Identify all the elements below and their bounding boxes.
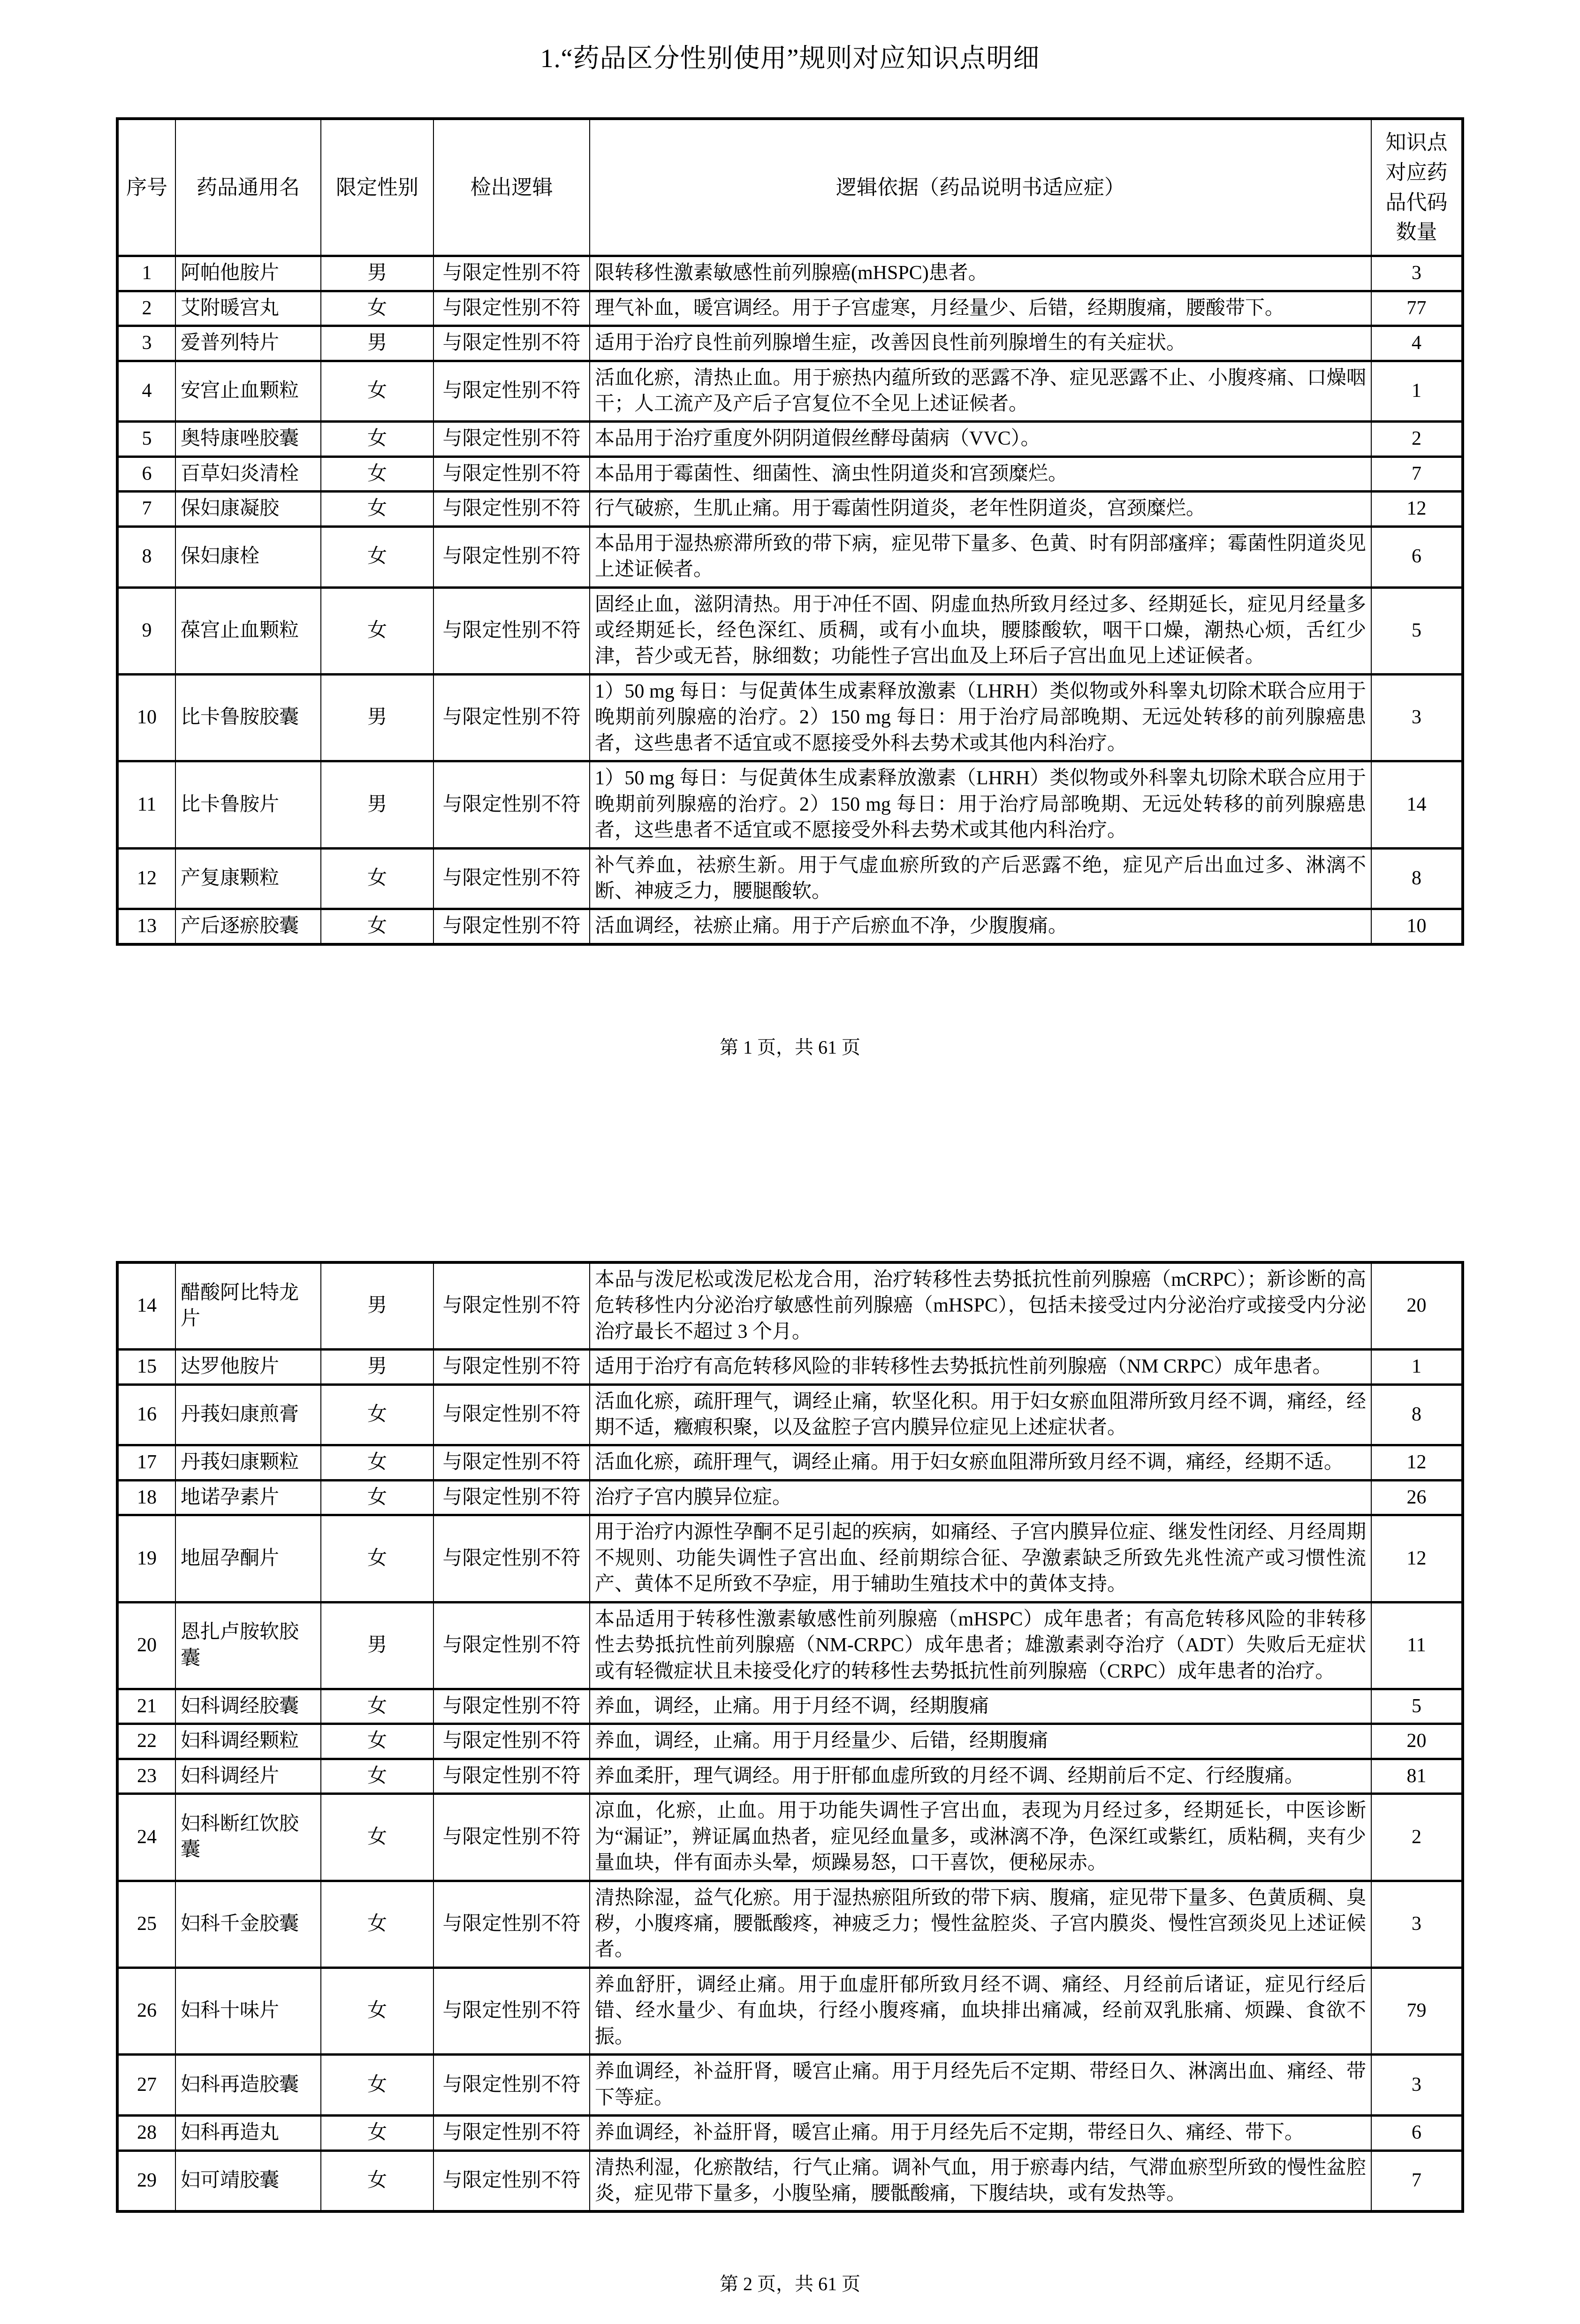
cell-name: 丹莪妇康颗粒: [175, 1445, 321, 1480]
cell-count: 2: [1371, 422, 1463, 456]
cell-no: 19: [117, 1515, 175, 1602]
table-row: [117, 1794, 1463, 1881]
cell-gender: 女: [321, 1794, 433, 1881]
cell-count: 8: [1371, 848, 1463, 909]
table-row: [117, 674, 1463, 761]
table-row: [117, 1689, 1463, 1724]
cell-basis: 适用于治疗有高危转移风险的非转移性去势抵抗性前列腺癌（NM CRPC）成年患者。: [590, 1350, 1371, 1384]
cell-no: 29: [117, 2150, 175, 2211]
cell-gender: 男: [321, 1602, 433, 1689]
cell-count: 11: [1371, 1602, 1463, 1689]
cell-name: 保妇康栓: [175, 526, 321, 587]
cell-logic: 与限定性别不符: [433, 2150, 590, 2211]
cell-count: 3: [1371, 2055, 1463, 2116]
cell-count: 10: [1371, 909, 1463, 944]
cell-count: 5: [1371, 1689, 1463, 1724]
cell-name: 妇可靖胶囊: [175, 2150, 321, 2211]
cell-count: 20: [1371, 1262, 1463, 1350]
cell-basis: 养血柔肝，理气调经。用于肝郁血虚所致的月经不调、经期前后不定、行经腹痛。: [590, 1759, 1371, 1793]
table-row: [117, 1262, 1463, 1350]
cell-logic: 与限定性别不符: [433, 326, 590, 361]
column-header-3: 检出逻辑: [433, 119, 590, 256]
table-row: [117, 1384, 1463, 1445]
page-break: [0, 1059, 1580, 1261]
cell-count: 81: [1371, 1759, 1463, 1793]
cell-logic: 与限定性别不符: [433, 1480, 590, 1515]
cell-name: 百草妇炎清栓: [175, 456, 321, 491]
cell-basis: 清热利湿，化瘀散结，行气止痛。调补气血，用于瘀毒内结，气滞血瘀型所致的慢性盆腔炎，症见带下量多，小腹坠痛，腰骶酸痛，下腹结块，或有发热等。: [590, 2150, 1371, 2211]
cell-count: 12: [1371, 1445, 1463, 1480]
cell-no: 25: [117, 1881, 175, 1967]
cell-no: 4: [117, 361, 175, 422]
table-row: [117, 1724, 1463, 1759]
cell-logic: 与限定性别不符: [433, 422, 590, 456]
cell-name: 达罗他胺片: [175, 1350, 321, 1384]
table-row: [117, 1602, 1463, 1689]
cell-count: 20: [1371, 1724, 1463, 1759]
table-row: [117, 291, 1463, 326]
cell-logic: 与限定性别不符: [433, 674, 590, 761]
cell-name: 产复康颗粒: [175, 848, 321, 909]
cell-basis: 补气养血，祛瘀生新。用于气虚血瘀所致的产后恶露不绝，症见产后出血过多、淋漓不断、神疲乏力，腰腿酸软。: [590, 848, 1371, 909]
cell-logic: 与限定性别不符: [433, 1689, 590, 1724]
cell-name: 地诺孕素片: [175, 1480, 321, 1515]
cell-logic: 与限定性别不符: [433, 761, 590, 848]
cell-name: 妇科断红饮胶囊: [175, 1794, 321, 1881]
cell-basis: 活血调经，祛瘀止痛。用于产后瘀血不净，少腹腹痛。: [590, 909, 1371, 944]
cell-name: 丹莪妇康煎膏: [175, 1384, 321, 1445]
cell-basis: 1）50 mg 每日：与促黄体生成素释放激素（LHRH）类似物或外科睾丸切除术联合应用于晚期前列腺癌的治疗。2）150 mg 每日：用于治疗局部晚期、无远处转移的前列腺癌患者，这些患者不适宜或不愿接受外科去势术或其他内科治疗。: [590, 761, 1371, 848]
cell-logic: 与限定性别不符: [433, 1881, 590, 1967]
page-number-footer-2: 第 2 页，共 61 页: [720, 2273, 860, 2295]
table-row: [117, 2150, 1463, 2211]
cell-name: 安宫止血颗粒: [175, 361, 321, 422]
cell-no: 7: [117, 492, 175, 526]
cell-gender: 女: [321, 456, 433, 491]
cell-no: 12: [117, 848, 175, 909]
table-row: [117, 1480, 1463, 1515]
cell-gender: 男: [321, 674, 433, 761]
cell-basis: 养血舒肝，调经止痛。用于血虚肝郁所致月经不调、痛经、月经前后诸证，症见行经后错、经水量少、有血块，行经小腹疼痛，血块排出痛减，经前双乳胀痛、烦躁、食欲不振。: [590, 1967, 1371, 2054]
cell-count: 3: [1371, 674, 1463, 761]
cell-basis: 活血化瘀，疏肝理气，调经止痛，软坚化积。用于妇女瘀血阻滞所致月经不调，痛经，经期不适，癥瘕积聚，以及盆腔子宫内膜异位症见上述症状者。: [590, 1384, 1371, 1445]
cell-gender: 女: [321, 422, 433, 456]
cell-logic: 与限定性别不符: [433, 361, 590, 422]
cell-gender: 女: [321, 1515, 433, 1602]
cell-basis: 限转移性激素敏感性前列腺癌(mHSPC)患者。: [590, 256, 1371, 291]
cell-logic: 与限定性别不符: [433, 1445, 590, 1480]
cell-gender: 男: [321, 256, 433, 291]
cell-name: 比卡鲁胺胶囊: [175, 674, 321, 761]
cell-logic: 与限定性别不符: [433, 1724, 590, 1759]
cell-name: 保妇康凝胶: [175, 492, 321, 526]
table-row: [117, 492, 1463, 526]
cell-name: 爱普列特片: [175, 326, 321, 361]
cell-gender: 女: [321, 2150, 433, 2211]
cell-logic: 与限定性别不符: [433, 456, 590, 491]
table-row: [117, 1967, 1463, 2054]
cell-name: 妇科调经胶囊: [175, 1689, 321, 1724]
cell-gender: 男: [321, 1350, 433, 1384]
table-row: [117, 1881, 1463, 1967]
cell-name: 妇科再造丸: [175, 2116, 321, 2150]
table-row: [117, 848, 1463, 909]
cell-logic: 与限定性别不符: [433, 1384, 590, 1445]
cell-count: 1: [1371, 1350, 1463, 1384]
cell-count: 7: [1371, 456, 1463, 491]
cell-basis: 本品用于湿热瘀滞所致的带下病，症见带下量多、色黄、时有阴部瘙痒；霉菌性阴道炎见上述证候者。: [590, 526, 1371, 587]
cell-basis: 养血调经，补益肝肾，暖宫止痛。用于月经先后不定期、带经日久、淋漓出血、痛经、带下等症。: [590, 2055, 1371, 2116]
cell-no: 17: [117, 1445, 175, 1480]
table-row: [117, 2055, 1463, 2116]
cell-no: 26: [117, 1967, 175, 2054]
cell-gender: 男: [321, 326, 433, 361]
cell-no: 1: [117, 256, 175, 291]
cell-count: 14: [1371, 761, 1463, 848]
table-row: [117, 526, 1463, 587]
cell-basis: 凉血，化瘀，止血。用于功能失调性子宫出血，表现为月经过多，经期延长，中医诊断为“漏证”，辨证属血热者，症见经血量多，或淋漓不净，色深红或紫红，质粘稠，夹有少量血块，伴有面赤头晕，烦躁易怒，口干喜饮，便秘尿赤。: [590, 1794, 1371, 1881]
cell-name: 恩扎卢胺软胶囊: [175, 1602, 321, 1689]
cell-basis: 本品适用于转移性激素敏感性前列腺癌（mHSPC）成年患者；有高危转移风险的非转移性去势抵抗性前列腺癌（NM-CRPC）成年患者；雄激素剥夺治疗（ADT）失败后无症状或有轻微症状且未接受化疗的转移性去势抵抗性前列腺癌（CRPC）成年患者的治疗。: [590, 1602, 1371, 1689]
cell-count: 7: [1371, 2150, 1463, 2211]
cell-no: 13: [117, 909, 175, 944]
cell-no: 20: [117, 1602, 175, 1689]
table-row: [117, 2116, 1463, 2150]
cell-gender: 女: [321, 2055, 433, 2116]
table-row: [117, 422, 1463, 456]
cell-gender: 女: [321, 1689, 433, 1724]
page-title: 1.“药品区分性别使用”规则对应知识点明细: [540, 44, 1040, 73]
cell-gender: 女: [321, 492, 433, 526]
column-header-5: 知识点对应药品代码数量: [1371, 119, 1463, 256]
cell-gender: 女: [321, 1384, 433, 1445]
cell-count: 4: [1371, 326, 1463, 361]
cell-gender: 女: [321, 1724, 433, 1759]
cell-logic: 与限定性别不符: [433, 1350, 590, 1384]
cell-gender: 女: [321, 848, 433, 909]
cell-name: 醋酸阿比特龙片: [175, 1262, 321, 1350]
cell-basis: 理气补血，暖宫调经。用于子宫虚寒，月经量少、后错，经期腹痛，腰酸带下。: [590, 291, 1371, 326]
cell-logic: 与限定性别不符: [433, 848, 590, 909]
cell-no: 27: [117, 2055, 175, 2116]
cell-gender: 女: [321, 1881, 433, 1967]
cell-gender: 女: [321, 1967, 433, 2054]
cell-logic: 与限定性别不符: [433, 1515, 590, 1602]
cell-name: 产后逐瘀胶囊: [175, 909, 321, 944]
cell-gender: 女: [321, 1759, 433, 1793]
cell-gender: 女: [321, 291, 433, 326]
cell-basis: 本品用于霉菌性、细菌性、滴虫性阴道炎和宫颈糜烂。: [590, 456, 1371, 491]
cell-basis: 行气破瘀，生肌止痛。用于霉菌性阴道炎，老年性阴道炎，宫颈糜烂。: [590, 492, 1371, 526]
rules-table-page-2: [116, 1261, 1464, 2213]
cell-count: 12: [1371, 492, 1463, 526]
document-page: [0, 38, 1580, 2324]
cell-name: 妇科十味片: [175, 1967, 321, 2054]
cell-name: 妇科调经颗粒: [175, 1724, 321, 1759]
table-row: [117, 587, 1463, 674]
cell-name: 奥特康唑胶囊: [175, 422, 321, 456]
cell-count: 26: [1371, 1480, 1463, 1515]
cell-count: 77: [1371, 291, 1463, 326]
cell-logic: 与限定性别不符: [433, 1602, 590, 1689]
cell-logic: 与限定性别不符: [433, 291, 590, 326]
cell-basis: 活血化瘀，疏肝理气，调经止痛。用于妇女瘀血阻滞所致月经不调，痛经，经期不适。: [590, 1445, 1371, 1480]
table-row: [117, 1350, 1463, 1384]
cell-logic: 与限定性别不符: [433, 492, 590, 526]
table-row: [117, 361, 1463, 422]
table-row: [117, 1515, 1463, 1602]
cell-no: 24: [117, 1794, 175, 1881]
table-row: [117, 1445, 1463, 1480]
cell-no: 6: [117, 456, 175, 491]
cell-no: 21: [117, 1689, 175, 1724]
cell-basis: 治疗子宫内膜异位症。: [590, 1480, 1371, 1515]
cell-logic: 与限定性别不符: [433, 909, 590, 944]
cell-gender: 女: [321, 1445, 433, 1480]
cell-basis: 活血化瘀，清热止血。用于瘀热内蕴所致的恶露不净、症见恶露不止、小腹疼痛、口燥咽干；人工流产及产后子宫复位不全见上述证候者。: [590, 361, 1371, 422]
cell-name: 比卡鲁胺片: [175, 761, 321, 848]
rules-table-page-1: [116, 117, 1464, 946]
cell-no: 9: [117, 587, 175, 674]
column-header-1: 药品通用名: [175, 119, 321, 256]
cell-no: 22: [117, 1724, 175, 1759]
cell-basis: 用于治疗内源性孕酮不足引起的疾病，如痛经、子宫内膜异位症、继发性闭经、月经周期不规则、功能失调性子宫出血、经前期综合征、孕激素缺乏所致先兆性流产或习惯性流产、黄体不足所致不孕症，用于辅助生殖技术中的黄体支持。: [590, 1515, 1371, 1602]
cell-logic: 与限定性别不符: [433, 2116, 590, 2150]
column-header-0: 序号: [117, 119, 175, 256]
cell-name: 艾附暖宫丸: [175, 291, 321, 326]
table-header: [117, 119, 1463, 256]
cell-gender: 男: [321, 761, 433, 848]
cell-basis: 适用于治疗良性前列腺增生症，改善因良性前列腺增生的有关症状。: [590, 326, 1371, 361]
cell-logic: 与限定性别不符: [433, 1262, 590, 1350]
cell-name: 妇科千金胶囊: [175, 1881, 321, 1967]
cell-no: 3: [117, 326, 175, 361]
cell-name: 阿帕他胺片: [175, 256, 321, 291]
cell-name: 葆宫止血颗粒: [175, 587, 321, 674]
cell-no: 15: [117, 1350, 175, 1384]
cell-no: 5: [117, 422, 175, 456]
cell-no: 28: [117, 2116, 175, 2150]
cell-no: 23: [117, 1759, 175, 1793]
table-row: [117, 326, 1463, 361]
cell-no: 2: [117, 291, 175, 326]
cell-gender: 女: [321, 2116, 433, 2150]
cell-no: 18: [117, 1480, 175, 1515]
cell-logic: 与限定性别不符: [433, 1759, 590, 1793]
cell-count: 3: [1371, 1881, 1463, 1967]
cell-count: 8: [1371, 1384, 1463, 1445]
cell-count: 6: [1371, 526, 1463, 587]
cell-no: 14: [117, 1262, 175, 1350]
cell-basis: 养血，调经，止痛。用于月经不调，经期腹痛: [590, 1689, 1371, 1724]
table-row: [117, 761, 1463, 848]
table-row: [117, 256, 1463, 291]
cell-basis: 养血，调经，止痛。用于月经量少、后错，经期腹痛: [590, 1724, 1371, 1759]
cell-no: 16: [117, 1384, 175, 1445]
cell-count: 79: [1371, 1967, 1463, 2054]
cell-logic: 与限定性别不符: [433, 526, 590, 587]
cell-basis: 清热除湿，益气化瘀。用于湿热瘀阻所致的带下病、腹痛，症见带下量多、色黄质稠、臭秽，小腹疼痛，腰骶酸疼，神疲乏力；慢性盆腔炎、子宫内膜炎、慢性宫颈炎见上述证候者。: [590, 1881, 1371, 1967]
cell-no: 11: [117, 761, 175, 848]
cell-count: 3: [1371, 256, 1463, 291]
cell-name: 地屈孕酮片: [175, 1515, 321, 1602]
cell-gender: 男: [321, 1262, 433, 1350]
cell-count: 1: [1371, 361, 1463, 422]
cell-count: 6: [1371, 2116, 1463, 2150]
cell-gender: 女: [321, 909, 433, 944]
cell-logic: 与限定性别不符: [433, 1794, 590, 1881]
table-row: [117, 1759, 1463, 1793]
cell-name: 妇科再造胶囊: [175, 2055, 321, 2116]
cell-basis: 本品用于治疗重度外阴阴道假丝酵母菌病（VVC）。: [590, 422, 1371, 456]
cell-logic: 与限定性别不符: [433, 1967, 590, 2054]
table-row: [117, 909, 1463, 944]
cell-basis: 固经止血，滋阴清热。用于冲任不固、阴虚血热所致月经过多、经期延长，症见月经量多或经期延长，经色深红、质稠，或有小血块，腰膝酸软，咽干口燥，潮热心烦，舌红少津，苔少或无苔，脉细数；功能性子宫出血及上环后子宫出血见上述证候者。: [590, 587, 1371, 674]
cell-count: 2: [1371, 1794, 1463, 1881]
cell-count: 5: [1371, 587, 1463, 674]
cell-count: 12: [1371, 1515, 1463, 1602]
column-header-4: 逻辑依据（药品说明书适应症）: [590, 119, 1371, 256]
cell-basis: 1）50 mg 每日：与促黄体生成素释放激素（LHRH）类似物或外科睾丸切除术联合应用于晚期前列腺癌的治疗。2）150 mg 每日：用于治疗局部晚期、无远处转移的前列腺癌患者，这些患者不适宜或不愿接受外科去势术或其他内科治疗。: [590, 674, 1371, 761]
cell-basis: 本品与泼尼松或泼尼松龙合用，治疗转移性去势抵抗性前列腺癌（mCRPC）；新诊断的高危转移性内分泌治疗敏感性前列腺癌（mHSPC），包括未接受过内分泌治疗或接受内分泌治疗最长不超过 3 个月。: [590, 1262, 1371, 1350]
cell-gender: 女: [321, 1480, 433, 1515]
page-number-footer-1: 第 1 页，共 61 页: [720, 1036, 860, 1058]
cell-no: 8: [117, 526, 175, 587]
cell-basis: 养血调经，补益肝肾，暖宫止痛。用于月经先后不定期，带经日久、痛经、带下。: [590, 2116, 1371, 2150]
column-header-2: 限定性别: [321, 119, 433, 256]
cell-gender: 女: [321, 526, 433, 587]
cell-logic: 与限定性别不符: [433, 587, 590, 674]
cell-gender: 女: [321, 361, 433, 422]
table-row: [117, 456, 1463, 491]
cell-logic: 与限定性别不符: [433, 256, 590, 291]
cell-logic: 与限定性别不符: [433, 2055, 590, 2116]
cell-name: 妇科调经片: [175, 1759, 321, 1793]
cell-no: 10: [117, 674, 175, 761]
cell-gender: 女: [321, 587, 433, 674]
